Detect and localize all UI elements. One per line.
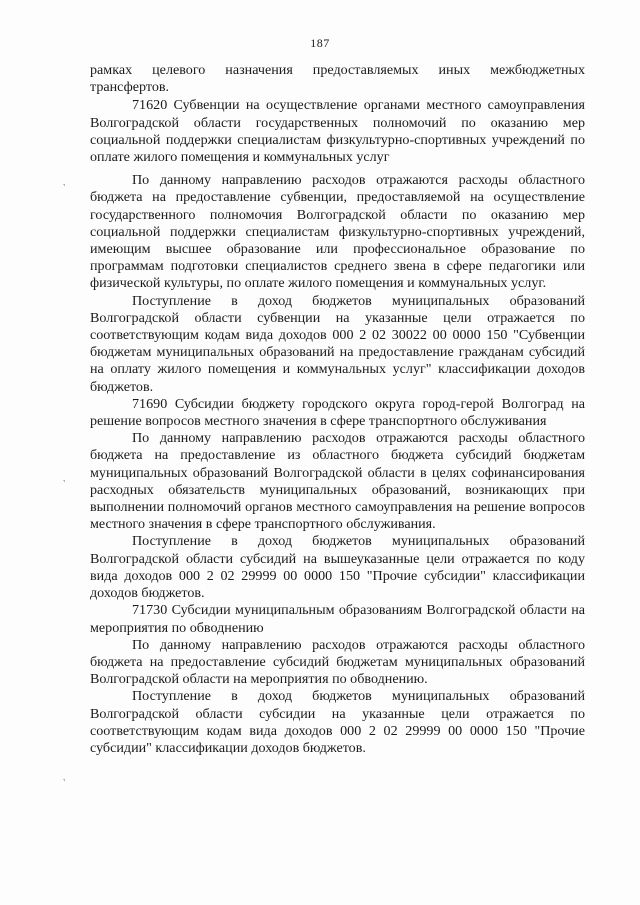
- paragraph-revenue: Поступление в доход бюджетов муниципальных образований Волгоградской области субсидии на указанные цели отражается по соответствующим кодам вида доходов 000 2 02 29999 00 0000 150 "Прочие субсидии" классификации доходов бюджетов.: [90, 688, 585, 756]
- section-heading-71690: 71690 Субсидии бюджету городского округа город-герой Волгоград на решение вопросов местного значения в сфере транспортного обслуживания: [90, 395, 585, 430]
- margin-mark: ,: [59, 771, 67, 784]
- section-heading-71620: 71620 Субвенции на осуществление органами местного самоуправления Волгоградской области государственных полномочий по оказанию мер социальной поддержки специалистам физкультурно-спортивных учреждений по оплате жилого помещения и коммунальных услуг: [90, 97, 585, 166]
- margin-mark: ,: [59, 176, 67, 189]
- section-heading-71730: 71730 Субсидии муниципальным образованиям Волгоградской области на мероприятия по обводнению: [90, 602, 585, 636]
- paragraph-description: По данному направлению расходов отражаются расходы областного бюджета на предоставление из областного бюджета субсидий бюджетам муниципальных образований Волгоградской области в целях софинансирования расходных обязательств муниципальных образований, возникающих при выполнении полномочий органов местного самоуправления на решение вопросов местного значения в сфере транспортного обслуживания.: [90, 430, 585, 533]
- paragraph-continuation: рамках целевого назначения предоставляемых иных межбюджетных трансфертов.: [90, 62, 585, 96]
- paragraph-revenue: Поступление в доход бюджетов муниципальных образований Волгоградской области субвенции на указанные цели отражается по соответствующим кодам вида доходов 000 2 02 30022 00 0000 150 "Субвенции бюджетам муниципальных образований на предоставление гражданам субсидий на оплату жилого помещения и коммунальных услуг" классификации доходов бюджетов.: [90, 292, 585, 395]
- paragraph-description: По данному направлению расходов отражаются расходы областного бюджета на предоставление субсидий бюджетам муниципальных образований Волгоградской области на мероприятия по обводнению.: [90, 636, 585, 688]
- margin-mark: ,: [59, 472, 67, 485]
- page-number: 187: [310, 36, 330, 50]
- paragraph-description: По данному направлению расходов отражаются расходы областного бюджета на предоставление субвенции, предоставляемой на осуществление государственного полномочия Волгоградской области по оказанию мер социальной поддержки специалистам физкультурно-спортивных учреждений, имеющим высшее образование или профессиональное образование по программам подготовки специалистов среднего звена в сфере педагогики или физической культуры, по оплате жилого помещения и коммунальных услуг.: [90, 172, 585, 292]
- document-body: [90, 62, 585, 757]
- paragraph-revenue: Поступление в доход бюджетов муниципальных образований Волгоградской области субсидий на вышеуказанные цели отражается по коду вида доходов 000 2 02 29999 00 0000 150 "Прочие субсидии" классификации доходов бюджетов.: [90, 533, 585, 602]
